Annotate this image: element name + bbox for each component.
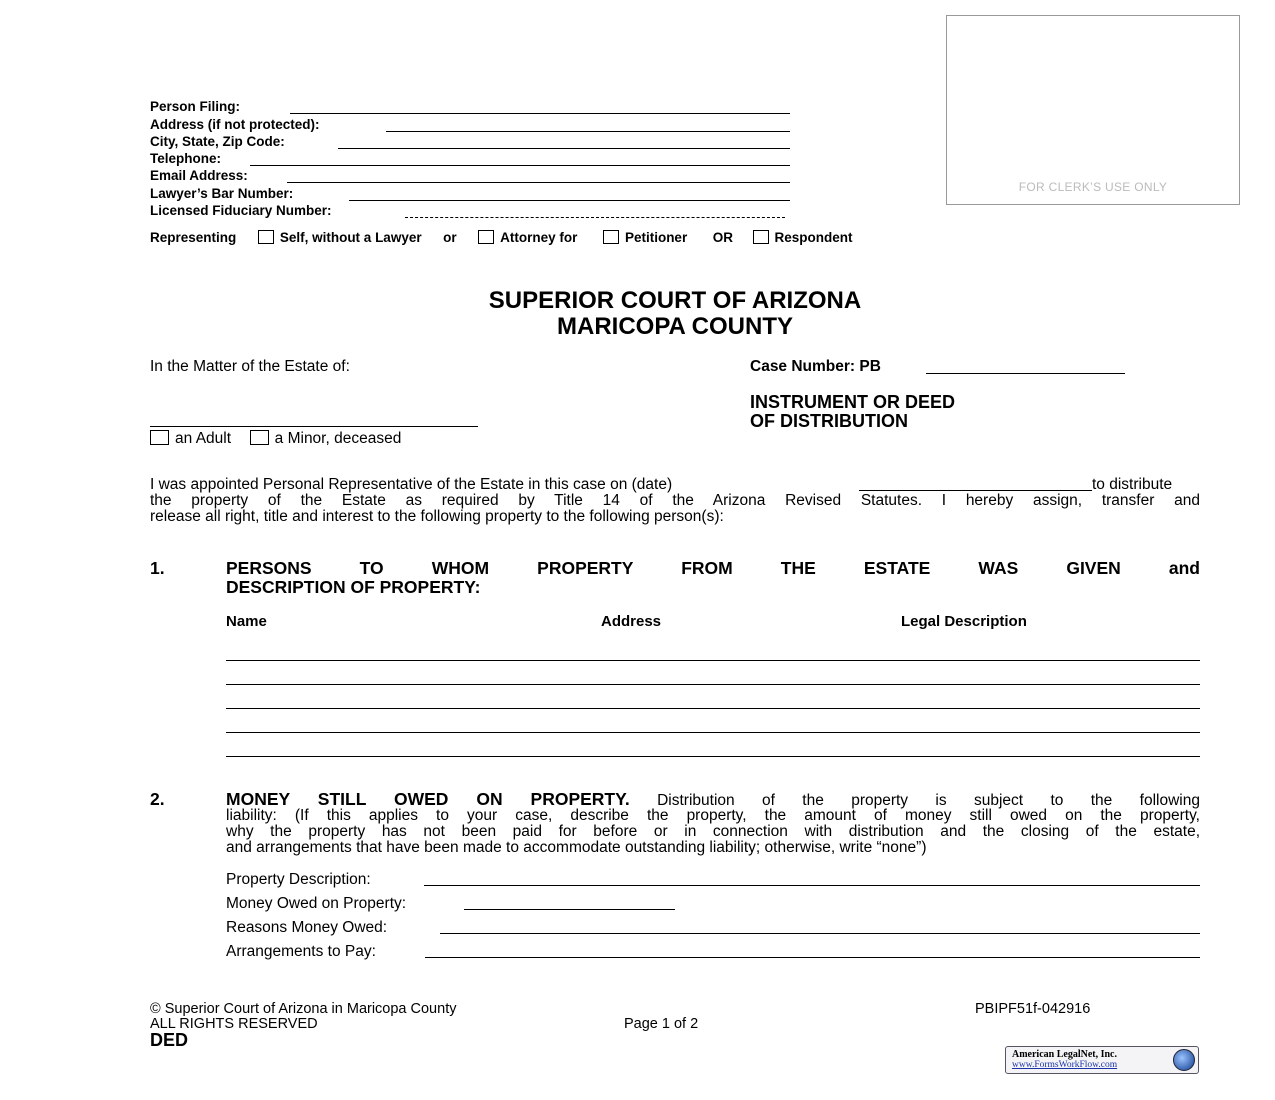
court-title: SUPERIOR COURT OF ARIZONA [488, 287, 862, 314]
person-filing-label: Person Filing: [150, 99, 241, 114]
estate-of-label: In the Matter of the Estate of: [150, 358, 350, 375]
clerk-use-label: FOR CLERK’S USE ONLY [1018, 180, 1168, 194]
footer-copyright: © Superior Court of Arizona in Maricopa County [150, 1001, 457, 1017]
doc-title-line1: INSTRUMENT OR DEED [750, 392, 956, 412]
property-entry-line[interactable] [226, 708, 1200, 709]
respondent-checkbox[interactable] [753, 230, 769, 244]
address-field[interactable] [386, 131, 790, 132]
person-filing-field[interactable] [290, 113, 790, 114]
property-description-label: Property Description: [226, 871, 371, 888]
property-description-field[interactable] [424, 885, 1200, 886]
reasons-owed-field[interactable] [440, 933, 1200, 934]
address-label: Address (if not protected): [150, 117, 320, 132]
arrangements-label: Arrangements to Pay: [226, 943, 376, 960]
reasons-owed-label: Reasons Money Owed: [226, 919, 388, 936]
city-state-zip-field[interactable] [338, 148, 790, 149]
col-legal-description-header: Legal Description [901, 613, 1027, 630]
minor-label: a Minor, deceased [274, 430, 402, 447]
section2-text-first: Distribution of the property is subject to the following [657, 792, 1200, 809]
section2-text-last: and arrangements that have been made to accommodate outstanding liability; otherwise, write “none”) [226, 839, 927, 856]
case-number-label: Case Number: PB [750, 358, 881, 375]
appointment-date-field[interactable] [859, 490, 1092, 491]
arrangements-field[interactable] [425, 957, 1200, 958]
minor-checkbox[interactable] [250, 430, 269, 445]
respondent-label: Respondent [774, 230, 853, 245]
footer-page-number: Page 1 of 2 [624, 1016, 699, 1032]
section2-heading: MONEY STILL OWED ON PROPERTY. [226, 789, 630, 809]
property-entry-line[interactable] [226, 660, 1200, 661]
fiduciary-number-field[interactable] [405, 217, 785, 218]
logo-url-link[interactable]: www.FormsWorkFlow.com [1012, 1060, 1118, 1070]
representing-row [150, 230, 853, 245]
globe-icon [1173, 1049, 1195, 1071]
or-uppercase-label: OR [712, 230, 733, 245]
property-entry-line[interactable] [226, 684, 1200, 685]
bar-number-field[interactable] [349, 200, 790, 201]
section2-text-line: why the property has not been paid for before or in connection with distribution and the closing of the estate, [226, 823, 1200, 840]
attorney-checkbox[interactable] [478, 230, 494, 244]
property-entry-line[interactable] [226, 732, 1200, 733]
section1-heading-line2: DESCRIPTION OF PROPERTY: [226, 577, 481, 597]
american-legalnet-logo[interactable] [1005, 1046, 1199, 1074]
adult-checkbox[interactable] [150, 430, 169, 445]
intro-line1a: I was appointed Personal Representative of the Estate in this case on (date) [150, 476, 673, 493]
county-title: MARICOPA COUNTY [557, 313, 793, 340]
clerk-use-box [946, 15, 1240, 205]
section2-text-line: liability: (If this applies to your case, describe the property, the amount of money still owed on the property, [226, 807, 1200, 824]
section1-number: 1. [150, 558, 165, 578]
case-number-field[interactable] [926, 373, 1125, 374]
attorney-label: Attorney for [500, 230, 578, 245]
telephone-label: Telephone: [150, 151, 222, 166]
property-entry-line[interactable] [226, 756, 1200, 757]
intro-line1b: to distribute [1092, 476, 1173, 493]
email-field[interactable] [287, 182, 790, 183]
footer-form-code: PBIPF51f-042916 [975, 1001, 1091, 1017]
representing-label: Representing [150, 230, 237, 245]
email-label: Email Address: [150, 168, 248, 183]
intro-line2: the property of the Estate as required by Title 14 of the Arizona Revised Statutes. I hereby assign, transfer and [150, 492, 1200, 509]
logo-company-name: American LegalNet, Inc. [1012, 1049, 1117, 1060]
or-label: or [443, 230, 457, 245]
telephone-field[interactable] [250, 165, 790, 166]
adult-minor-row [150, 430, 401, 448]
estate-name-field[interactable] [150, 426, 478, 427]
petitioner-checkbox[interactable] [603, 230, 619, 244]
doc-title-line2: OF DISTRIBUTION [750, 411, 908, 431]
section1-heading-line1: PERSONS TO WHOM PROPERTY FROM THE ESTATE WAS GIVEN and [226, 558, 1200, 578]
self-checkbox[interactable] [258, 230, 274, 244]
petitioner-label: Petitioner [624, 230, 688, 245]
footer-rights: ALL RIGHTS RESERVED [150, 1016, 318, 1032]
footer-short-code: DED [150, 1030, 189, 1050]
self-label: Self, without a Lawyer [279, 230, 422, 245]
city-state-zip-label: City, State, Zip Code: [150, 134, 285, 149]
col-name-header: Name [226, 613, 267, 630]
money-owed-label: Money Owed on Property: [226, 895, 407, 912]
adult-label: an Adult [175, 430, 232, 447]
bar-number-label: Lawyer’s Bar Number: [150, 186, 294, 201]
intro-line3: release all right, title and interest to the following property to the following person(s): [150, 508, 724, 525]
section2-number: 2. [150, 789, 165, 809]
fiduciary-number-label: Licensed Fiduciary Number: [150, 203, 332, 218]
money-owed-field[interactable] [464, 909, 675, 910]
col-address-header: Address [601, 613, 662, 630]
